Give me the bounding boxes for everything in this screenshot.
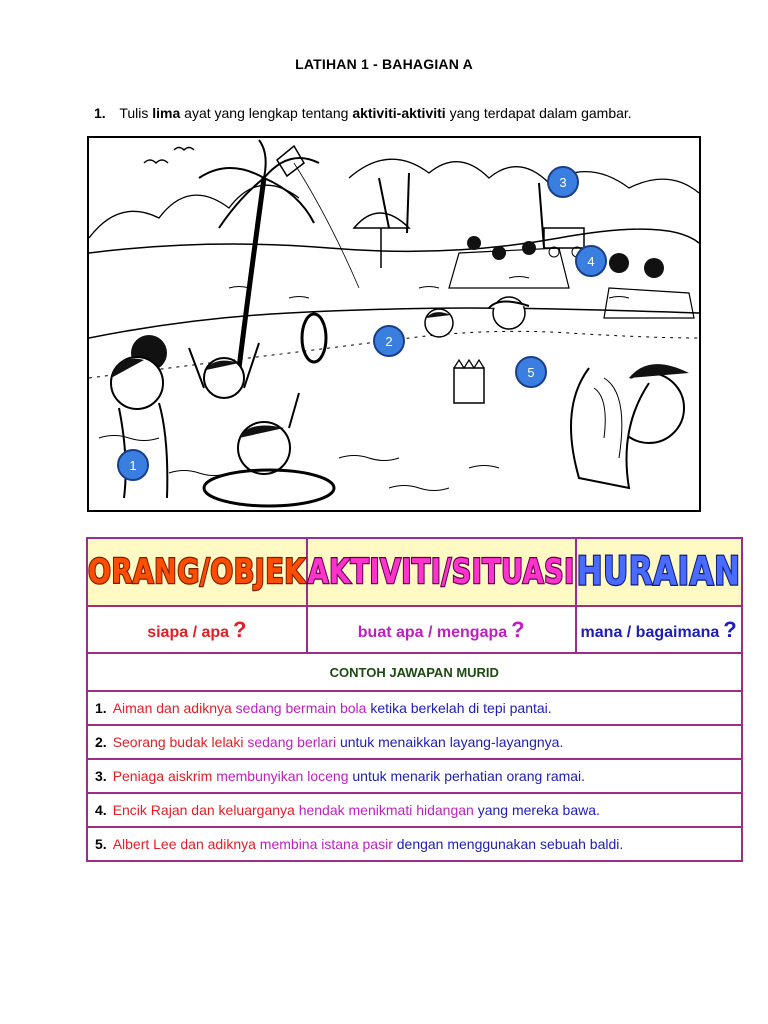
beach-scene-drawing bbox=[89, 138, 699, 510]
svg-text:3: 3 bbox=[559, 175, 567, 190]
contoh-label: CONTOH JAWAPAN MURID bbox=[87, 653, 742, 691]
answer-what: hendak menikmati hidangan bbox=[298, 802, 474, 818]
question-text-3: yang terdapat dalam gambar. bbox=[449, 105, 632, 121]
answer-number: 4. bbox=[95, 802, 107, 818]
answer-how: yang mereka bawa bbox=[477, 802, 597, 818]
answer-how: dengan menggunakan sebuah baldi bbox=[396, 836, 620, 852]
question-row bbox=[87, 606, 742, 653]
answer-how: untuk menarik perhatian orang ramai bbox=[352, 768, 582, 784]
question-text-2: ayat yang lengkap tentang bbox=[184, 105, 349, 121]
answer-row-5: 5. Albert Lee dan adiknya membina istana pasir dengan menggunakan sebuah baldi. bbox=[87, 827, 742, 861]
question-number: 1. bbox=[94, 105, 106, 121]
marker-4 bbox=[576, 246, 606, 276]
answer-number: 3. bbox=[95, 768, 107, 784]
answer-table bbox=[86, 537, 743, 862]
contoh-row bbox=[87, 653, 742, 691]
beach-illustration bbox=[87, 136, 701, 512]
question-bold-1: lima bbox=[152, 105, 181, 121]
answer-row-3: 3. Peniaga aiskrim membunyikan loceng untuk menarik perhatian orang ramai. bbox=[87, 759, 742, 793]
answer-row-2: 2. Seorang budak lelaki sedang berlari untuk menaikkan layang-layangnya. bbox=[87, 725, 742, 759]
svg-text:4: 4 bbox=[587, 254, 595, 269]
answer-who: Aiman dan adiknya bbox=[112, 700, 232, 716]
answer-number: 1. bbox=[95, 700, 107, 716]
header-huraian: HURAIAN bbox=[576, 549, 741, 595]
question-mark-icon: ? bbox=[511, 616, 525, 642]
svg-text:2: 2 bbox=[385, 334, 393, 349]
svg-text:1: 1 bbox=[129, 458, 137, 473]
answer-how: untuk menaikkan layang-layangnya bbox=[339, 734, 560, 750]
answer-what: sedang bermain bola bbox=[235, 700, 367, 716]
answer-row-1: 1. Aiman dan adiknya sedang bermain bola ketika berkelah di tepi pantai. bbox=[87, 691, 742, 725]
answer-row-4: 4. Encik Rajan dan keluarganya hendak menikmati hidangan yang mereka bawa. bbox=[87, 793, 742, 827]
header-aktiviti: AKTIVITI/SITUASI bbox=[307, 552, 575, 592]
marker-5 bbox=[516, 357, 546, 387]
header-huraian-cell bbox=[576, 538, 742, 606]
answer-what: membunyikan loceng bbox=[216, 768, 349, 784]
answer-how: ketika berkelah di tepi pantai bbox=[370, 700, 548, 716]
question-mark-icon: ? bbox=[723, 616, 737, 642]
question-text-1: Tulis bbox=[119, 105, 149, 121]
q-aktiviti: buat apa / mengapa ? bbox=[307, 606, 576, 653]
answer-who: Albert Lee dan adiknya bbox=[112, 836, 256, 852]
worksheet-title: LATIHAN 1 - BAHAGIAN A bbox=[295, 56, 473, 72]
question-1 bbox=[94, 105, 632, 121]
q-huraian: mana / bagaimana ? bbox=[576, 606, 742, 653]
answer-who: Encik Rajan dan keluarganya bbox=[112, 802, 295, 818]
marker-1 bbox=[118, 450, 148, 480]
answer-number: 2. bbox=[95, 734, 107, 750]
question-mark-icon: ? bbox=[233, 616, 247, 642]
answer-who: Seorang budak lelaki bbox=[112, 734, 244, 750]
header-aktiviti-cell bbox=[307, 538, 576, 606]
answer-number: 5. bbox=[95, 836, 107, 852]
answer-who: Peniaga aiskrim bbox=[112, 768, 213, 784]
question-bold-2: aktiviti-aktiviti bbox=[352, 105, 446, 121]
svg-text:5: 5 bbox=[527, 365, 535, 380]
answer-what: membina istana pasir bbox=[259, 836, 393, 852]
header-row bbox=[87, 538, 742, 606]
header-orang: ORANG/OBJEK bbox=[88, 552, 306, 592]
answer-what: sedang berlari bbox=[247, 734, 337, 750]
q-orang: siapa / apa ? bbox=[87, 606, 307, 653]
header-orang-cell bbox=[87, 538, 307, 606]
marker-2 bbox=[374, 326, 404, 356]
marker-3 bbox=[548, 167, 578, 197]
